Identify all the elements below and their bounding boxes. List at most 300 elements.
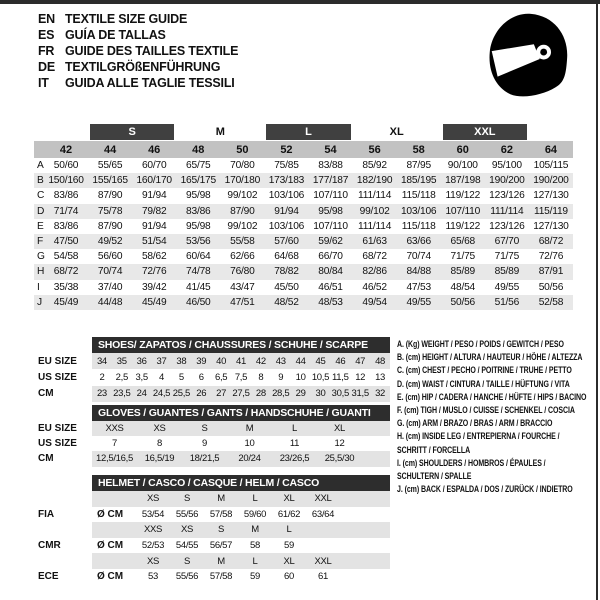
cell: 107/110 <box>313 190 348 202</box>
cell: 82/86 <box>362 266 387 278</box>
size-58: 58 <box>412 143 425 156</box>
cell: 55/65 <box>97 160 123 172</box>
cell: 107/110 <box>445 205 481 217</box>
cell: 62/66 <box>230 251 255 263</box>
cell: 42 <box>255 355 266 367</box>
cell: XS <box>180 524 194 536</box>
language-line-de <box>38 59 238 75</box>
size-48: 48 <box>192 143 205 156</box>
helmet-section-title: HELMET / CASCO / CASQUE / HELM / CASCO <box>92 475 390 491</box>
cell: 8 <box>258 371 264 383</box>
cell: 27,5 <box>232 388 250 400</box>
measure-row-d <box>34 204 573 219</box>
row-values <box>92 353 390 369</box>
cell: 75/78 <box>97 205 123 217</box>
cell: 68/72 <box>538 236 564 248</box>
language-title: TEXTILE SIZE GUIDE <box>65 12 188 26</box>
cell: M <box>251 524 259 536</box>
shoes-row-eu-size <box>28 353 390 369</box>
cell: 123/126 <box>489 190 525 202</box>
cell: 59/62 <box>318 236 343 248</box>
cell: 67/70 <box>494 236 520 248</box>
cell: 12 <box>355 371 366 383</box>
size-54: 54 <box>324 143 337 156</box>
right-border-line <box>596 0 598 600</box>
cell: 75/85 <box>274 160 299 172</box>
cell: XL <box>333 423 346 435</box>
cell: 99/102 <box>227 220 258 232</box>
cell: 60/70 <box>141 160 167 172</box>
cell: S <box>183 555 191 567</box>
cell: 51/54 <box>141 236 167 248</box>
cell: 95/98 <box>318 205 343 217</box>
cell: 55/56 <box>175 508 199 520</box>
cell: 68/72 <box>53 266 79 278</box>
cell: 2,5 <box>115 371 128 383</box>
cell: 59/60 <box>243 508 267 520</box>
helmet-row-sizes-4 <box>28 553 390 569</box>
cell: 83/88 <box>318 160 343 172</box>
row-label: I <box>37 281 40 293</box>
cell: 25,5/30 <box>324 453 355 465</box>
shoes-row-cm <box>28 386 390 402</box>
measure-row-b <box>34 173 573 188</box>
row-label: ECE <box>38 571 59 583</box>
cell: 72/76 <box>141 266 167 278</box>
cell: 58 <box>250 540 260 552</box>
cell: 70/80 <box>230 160 255 172</box>
cell: 165/175 <box>180 175 216 187</box>
cell: 59 <box>284 540 294 552</box>
cell: 177/187 <box>312 175 349 187</box>
cell: 39/42 <box>141 281 167 293</box>
size-56: 56 <box>368 143 381 156</box>
row-label: J <box>37 296 42 308</box>
language-title: TEXTILGRÖßENFÜHRUNG <box>65 60 221 74</box>
language-code: EN <box>38 12 55 26</box>
row-label: EU SIZE <box>38 423 77 435</box>
cell: 91/94 <box>274 205 299 217</box>
measure-row-f <box>34 234 573 249</box>
row-values <box>92 522 390 538</box>
top-border-line <box>0 0 600 4</box>
cell: 53/56 <box>186 236 211 248</box>
size-group-s: S <box>90 124 174 140</box>
cell: 5 <box>178 371 184 383</box>
cell: 47/53 <box>406 281 431 293</box>
cell: 3,5 <box>135 371 148 383</box>
cell: 9 <box>202 438 207 450</box>
cell: 115/119 <box>533 205 568 217</box>
language-code: IT <box>38 76 49 90</box>
measure-row-e <box>34 219 573 234</box>
cell: 59 <box>250 571 260 583</box>
legend-item: E. (cm) HIP / CADERA / HANCHE / HÜFTE / HIPS / BACINO <box>397 391 587 402</box>
cell: 91/94 <box>141 220 167 232</box>
size-group-header-row <box>34 124 573 140</box>
row-label <box>28 491 92 507</box>
legend-item: C. (cm) CHEST / PECHO / POITRINE / TRUHE / PETTO <box>397 365 572 376</box>
cell: M <box>245 423 254 435</box>
cell: 57/60 <box>274 236 299 248</box>
row-values <box>92 451 390 466</box>
cell: 111/114 <box>490 205 524 217</box>
cell: 65/75 <box>186 160 211 172</box>
size-group-m: M <box>215 126 225 138</box>
cell: 8 <box>157 438 162 450</box>
cell: 28 <box>255 388 266 400</box>
cell: 39 <box>196 355 207 367</box>
legend-item: A. (Kg) WEIGHT / PESO / POIDS / GEWITCH / PESO <box>397 339 564 349</box>
helmet-icon <box>478 8 576 106</box>
cell: 57/58 <box>209 508 233 520</box>
cell: S <box>201 423 208 435</box>
cell: L <box>286 524 292 536</box>
language-title: GUÍA DE TALLAS <box>65 28 166 42</box>
cell: 64/68 <box>274 251 299 263</box>
helmet-row-ece <box>28 569 390 585</box>
cell: 56/57 <box>209 540 233 552</box>
row-values <box>92 569 390 585</box>
cell: 26 <box>196 388 207 400</box>
cell: 127/130 <box>533 190 569 202</box>
cell: 30,5 <box>331 388 349 400</box>
cell: 55/58 <box>230 236 255 248</box>
cell: 46/51 <box>318 281 343 293</box>
size-group-xl: XL <box>389 126 404 138</box>
cell: 63/64 <box>311 508 335 520</box>
cell: 47 <box>355 355 366 367</box>
cell: 47/51 <box>230 296 255 308</box>
cell: L <box>252 493 258 505</box>
size-44: 44 <box>103 143 117 156</box>
size-50: 50 <box>236 143 249 156</box>
cell: 57/58 <box>209 571 233 583</box>
helmet-table <box>28 475 390 585</box>
cell: XL <box>283 493 295 505</box>
row-label <box>28 553 92 569</box>
cell: 54/55 <box>175 540 199 552</box>
cell: 2 <box>99 371 105 383</box>
cell: 190/200 <box>489 175 525 187</box>
cell: XS <box>146 555 160 567</box>
cell: 48/53 <box>318 296 343 308</box>
cell: M <box>217 555 225 567</box>
cell: 70/74 <box>97 266 123 278</box>
cell: 50/60 <box>53 160 79 172</box>
cell: 12 <box>334 438 345 450</box>
cell: XL <box>283 555 295 567</box>
cell: 34 <box>96 355 107 367</box>
cell: 99/102 <box>227 190 258 202</box>
cell: 105/115 <box>533 160 569 172</box>
cell: L <box>252 555 258 567</box>
cell: 87/90 <box>230 205 255 217</box>
cell: XXL <box>314 493 332 505</box>
cell: 95/100 <box>491 160 522 172</box>
gloves-row-eu-size <box>28 421 390 436</box>
cell: 23,5 <box>113 388 131 400</box>
cell: 6,5 <box>214 371 228 383</box>
cell: 29 <box>295 388 306 400</box>
row-label: H <box>37 266 45 278</box>
size-group-xxl: XXL <box>443 124 527 140</box>
helmet-rows <box>28 491 390 585</box>
cell: 6 <box>198 371 204 383</box>
cell: 80/84 <box>318 266 343 278</box>
cell: 48/52 <box>274 296 299 308</box>
cell: 41 <box>236 355 246 367</box>
cell: S <box>217 524 225 536</box>
cell: 95/98 <box>186 190 211 202</box>
cell: 78/82 <box>274 266 299 278</box>
cell: 71/75 <box>494 251 520 263</box>
cell: 54/58 <box>53 251 79 263</box>
cell: 7,5 <box>234 371 248 383</box>
cell: 35 <box>116 355 127 367</box>
cell: 36 <box>136 355 147 367</box>
size-group-l: L <box>266 124 350 140</box>
legend-item: I. (cm) SHOULDERS / HOMBROS / ÉPAULES / SCHULTERN / SPALLE <box>397 457 546 482</box>
cell: 51/56 <box>494 296 520 308</box>
size-64: 64 <box>544 143 558 156</box>
measure-row-c <box>34 188 573 203</box>
cell: 49/55 <box>494 281 520 293</box>
cell: 91/94 <box>141 190 167 202</box>
row-values <box>92 386 390 402</box>
cell: S <box>183 493 191 505</box>
cell: 83/86 <box>186 205 211 217</box>
row-label: D <box>37 205 45 217</box>
row-values <box>92 491 390 507</box>
cell: 127/130 <box>533 220 569 232</box>
legend-item: J. (cm) BACK / ESPALDA / DOS / ZURÜCK / INDIETRO <box>397 484 573 495</box>
legend-item: F. (cm) TIGH / MUSLO / CUISSE / SCHENKEL / COSCIA <box>397 405 575 416</box>
cell: 9 <box>278 371 284 383</box>
cell: 56/60 <box>97 251 123 263</box>
language-titles <box>38 11 238 91</box>
cell: 185/195 <box>400 175 437 187</box>
cell: 43/47 <box>230 281 255 293</box>
cell: 18/21,5 <box>189 453 220 465</box>
row-values <box>92 553 390 569</box>
cell: 4 <box>159 371 165 383</box>
language-code: ES <box>38 28 55 42</box>
cell: 44/48 <box>97 296 123 308</box>
cell: 25,5 <box>172 388 191 400</box>
cell: 13 <box>375 371 386 383</box>
row-label: CMR <box>38 540 61 552</box>
size-52: 52 <box>280 143 293 156</box>
measure-row-j <box>34 295 573 310</box>
measure-row-i <box>34 280 573 295</box>
row-label: A <box>37 160 44 172</box>
cell: 66/70 <box>318 251 343 263</box>
cell: 187/198 <box>445 175 481 187</box>
size-62: 62 <box>500 143 513 156</box>
cell: 44 <box>295 355 306 367</box>
cell: 160/170 <box>136 175 172 187</box>
shoes-rows <box>28 353 390 402</box>
cell: 87/90 <box>97 190 123 202</box>
cell: 155/165 <box>92 175 128 187</box>
cell: 45/49 <box>53 296 79 308</box>
cell: M <box>217 493 225 505</box>
language-code: FR <box>38 44 55 58</box>
language-line-fr <box>38 43 238 59</box>
cell: 31,5 <box>351 388 369 400</box>
cell: 30 <box>315 388 326 400</box>
legend-item: H. (cm) INSIDE LEG / ENTREPIERNA / FOURCHE / SCHRITT / FORCELLA <box>397 431 560 455</box>
cell: 85/89 <box>450 266 476 278</box>
gloves-row-us-size <box>28 436 390 451</box>
gloves-row-cm <box>28 451 390 466</box>
cell: 76/80 <box>230 266 255 278</box>
cell: 115/118 <box>401 220 436 232</box>
row-label: FIA <box>38 508 55 520</box>
row-label <box>28 522 92 538</box>
measure-row-g <box>34 249 573 264</box>
cell: 103/106 <box>400 205 437 217</box>
cell: 24 <box>136 388 147 400</box>
gloves-section-title: GLOVES / GUANTES / GANTS / HANDSCHUHE / GUANTI <box>92 405 390 421</box>
cell: 60 <box>284 571 294 583</box>
cell: 79/82 <box>141 205 167 217</box>
measure-row-h <box>34 264 573 279</box>
cell: 45 <box>315 355 326 367</box>
cell: 60/64 <box>186 251 211 263</box>
cell: 45/50 <box>274 281 299 293</box>
row-label: CM <box>38 453 54 465</box>
cell: 11 <box>289 438 300 450</box>
legend-item: G. (cm) ARM / BRAZO / BRAS / ARM / BRACCIO <box>397 418 553 429</box>
cell: 119/122 <box>445 220 481 232</box>
cell: 37/40 <box>97 281 123 293</box>
cell: 45/49 <box>141 296 167 308</box>
cell: 50/56 <box>538 281 564 293</box>
cell: 72/76 <box>538 251 564 263</box>
row-values <box>92 507 390 523</box>
textile-size-table <box>34 124 573 310</box>
cell: 10 <box>295 371 306 383</box>
cell: 53/54 <box>141 508 165 520</box>
cell: 103/106 <box>268 190 305 202</box>
cell: 40 <box>216 355 227 367</box>
cell: 182/190 <box>356 175 393 187</box>
cell: XXS <box>105 423 124 435</box>
cell: 43 <box>275 355 286 367</box>
cell: 63/66 <box>406 236 431 248</box>
cell: 49/54 <box>362 296 387 308</box>
language-code: DE <box>38 60 55 74</box>
cell: 16,5/19 <box>144 453 175 465</box>
shoes-row-us-size <box>28 369 390 385</box>
cell: XXL <box>314 555 332 567</box>
cell: 61 <box>318 571 328 583</box>
cell: 46/52 <box>362 281 387 293</box>
shoes-table <box>28 337 390 402</box>
cell: 58/62 <box>141 251 167 263</box>
cell: 49/52 <box>97 236 123 248</box>
cell: 119/122 <box>445 190 481 202</box>
row-label: US SIZE <box>38 438 77 450</box>
gloves-rows <box>28 421 390 467</box>
cell: 74/78 <box>186 266 211 278</box>
cell: 95/98 <box>186 220 211 232</box>
legend-item: B. (cm) HEIGHT / ALTURA / HAUTEUR / HÖHE / ALTEZZA <box>397 352 583 363</box>
cell: 10,5 <box>311 371 330 383</box>
language-line-es <box>38 27 238 43</box>
shoes-section-title: SHOES/ ZAPATOS / CHAUSSURES / SCHUHE / SCARPE <box>92 337 390 353</box>
cell: 61/62 <box>277 508 301 520</box>
row-label: US SIZE <box>38 371 77 383</box>
cell: XS <box>153 423 166 435</box>
cell: 28,5 <box>272 388 290 400</box>
language-title: GUIDA ALLE TAGLIE TESSILI <box>65 76 235 90</box>
row-label: CM <box>38 388 54 400</box>
helmet-row-sizes-0 <box>28 491 390 507</box>
cell: XS <box>146 493 160 505</box>
size-number-band <box>34 141 573 158</box>
cell: 111/114 <box>358 220 392 232</box>
cell: 23/26,5 <box>279 453 310 465</box>
row-label: F <box>37 236 44 248</box>
cell: 71/74 <box>53 205 79 217</box>
cell: L <box>292 423 297 435</box>
cell: 20/24 <box>238 453 261 465</box>
language-title: GUIDE DES TAILLES TEXTILE <box>65 44 239 58</box>
cell: 12,5/16,5 <box>96 453 133 465</box>
row-values <box>92 436 390 451</box>
gloves-table <box>28 405 390 467</box>
cell: 48/54 <box>450 281 476 293</box>
cell: 37 <box>156 355 167 367</box>
cell: 150/160 <box>48 175 84 187</box>
cell: 35/38 <box>53 281 79 293</box>
language-line-en <box>38 11 238 27</box>
measure-row-a <box>34 158 573 173</box>
cell: 123/126 <box>489 220 525 232</box>
unit-cell: Ø CM <box>97 508 124 520</box>
cell: 87/95 <box>406 160 431 172</box>
cell: 83/86 <box>53 190 79 202</box>
row-values <box>92 369 390 385</box>
row-label: G <box>37 251 45 263</box>
cell: 46/50 <box>186 296 211 308</box>
cell: 90/100 <box>447 160 478 172</box>
cell: 55/56 <box>175 571 199 583</box>
cell: 52/53 <box>141 540 165 552</box>
cell: 53 <box>148 571 158 583</box>
cell: 7 <box>112 438 117 450</box>
unit-cell: Ø CM <box>97 571 124 583</box>
cell: 11,5 <box>332 371 349 383</box>
cell: 68/72 <box>362 251 387 263</box>
cell: 70/74 <box>406 251 431 263</box>
helmet-row-cmr <box>28 538 390 554</box>
cell: 61/63 <box>362 236 387 248</box>
cell: 85/89 <box>494 266 520 278</box>
cell: 49/55 <box>406 296 431 308</box>
cell: 27 <box>216 388 227 400</box>
row-label: B <box>37 175 44 187</box>
cell: 71/75 <box>450 251 476 263</box>
cell: 38 <box>176 355 187 367</box>
row-label: E <box>37 220 44 232</box>
cell: 107/110 <box>313 220 348 232</box>
cell: 48 <box>375 355 386 367</box>
cell: 84/88 <box>406 266 431 278</box>
